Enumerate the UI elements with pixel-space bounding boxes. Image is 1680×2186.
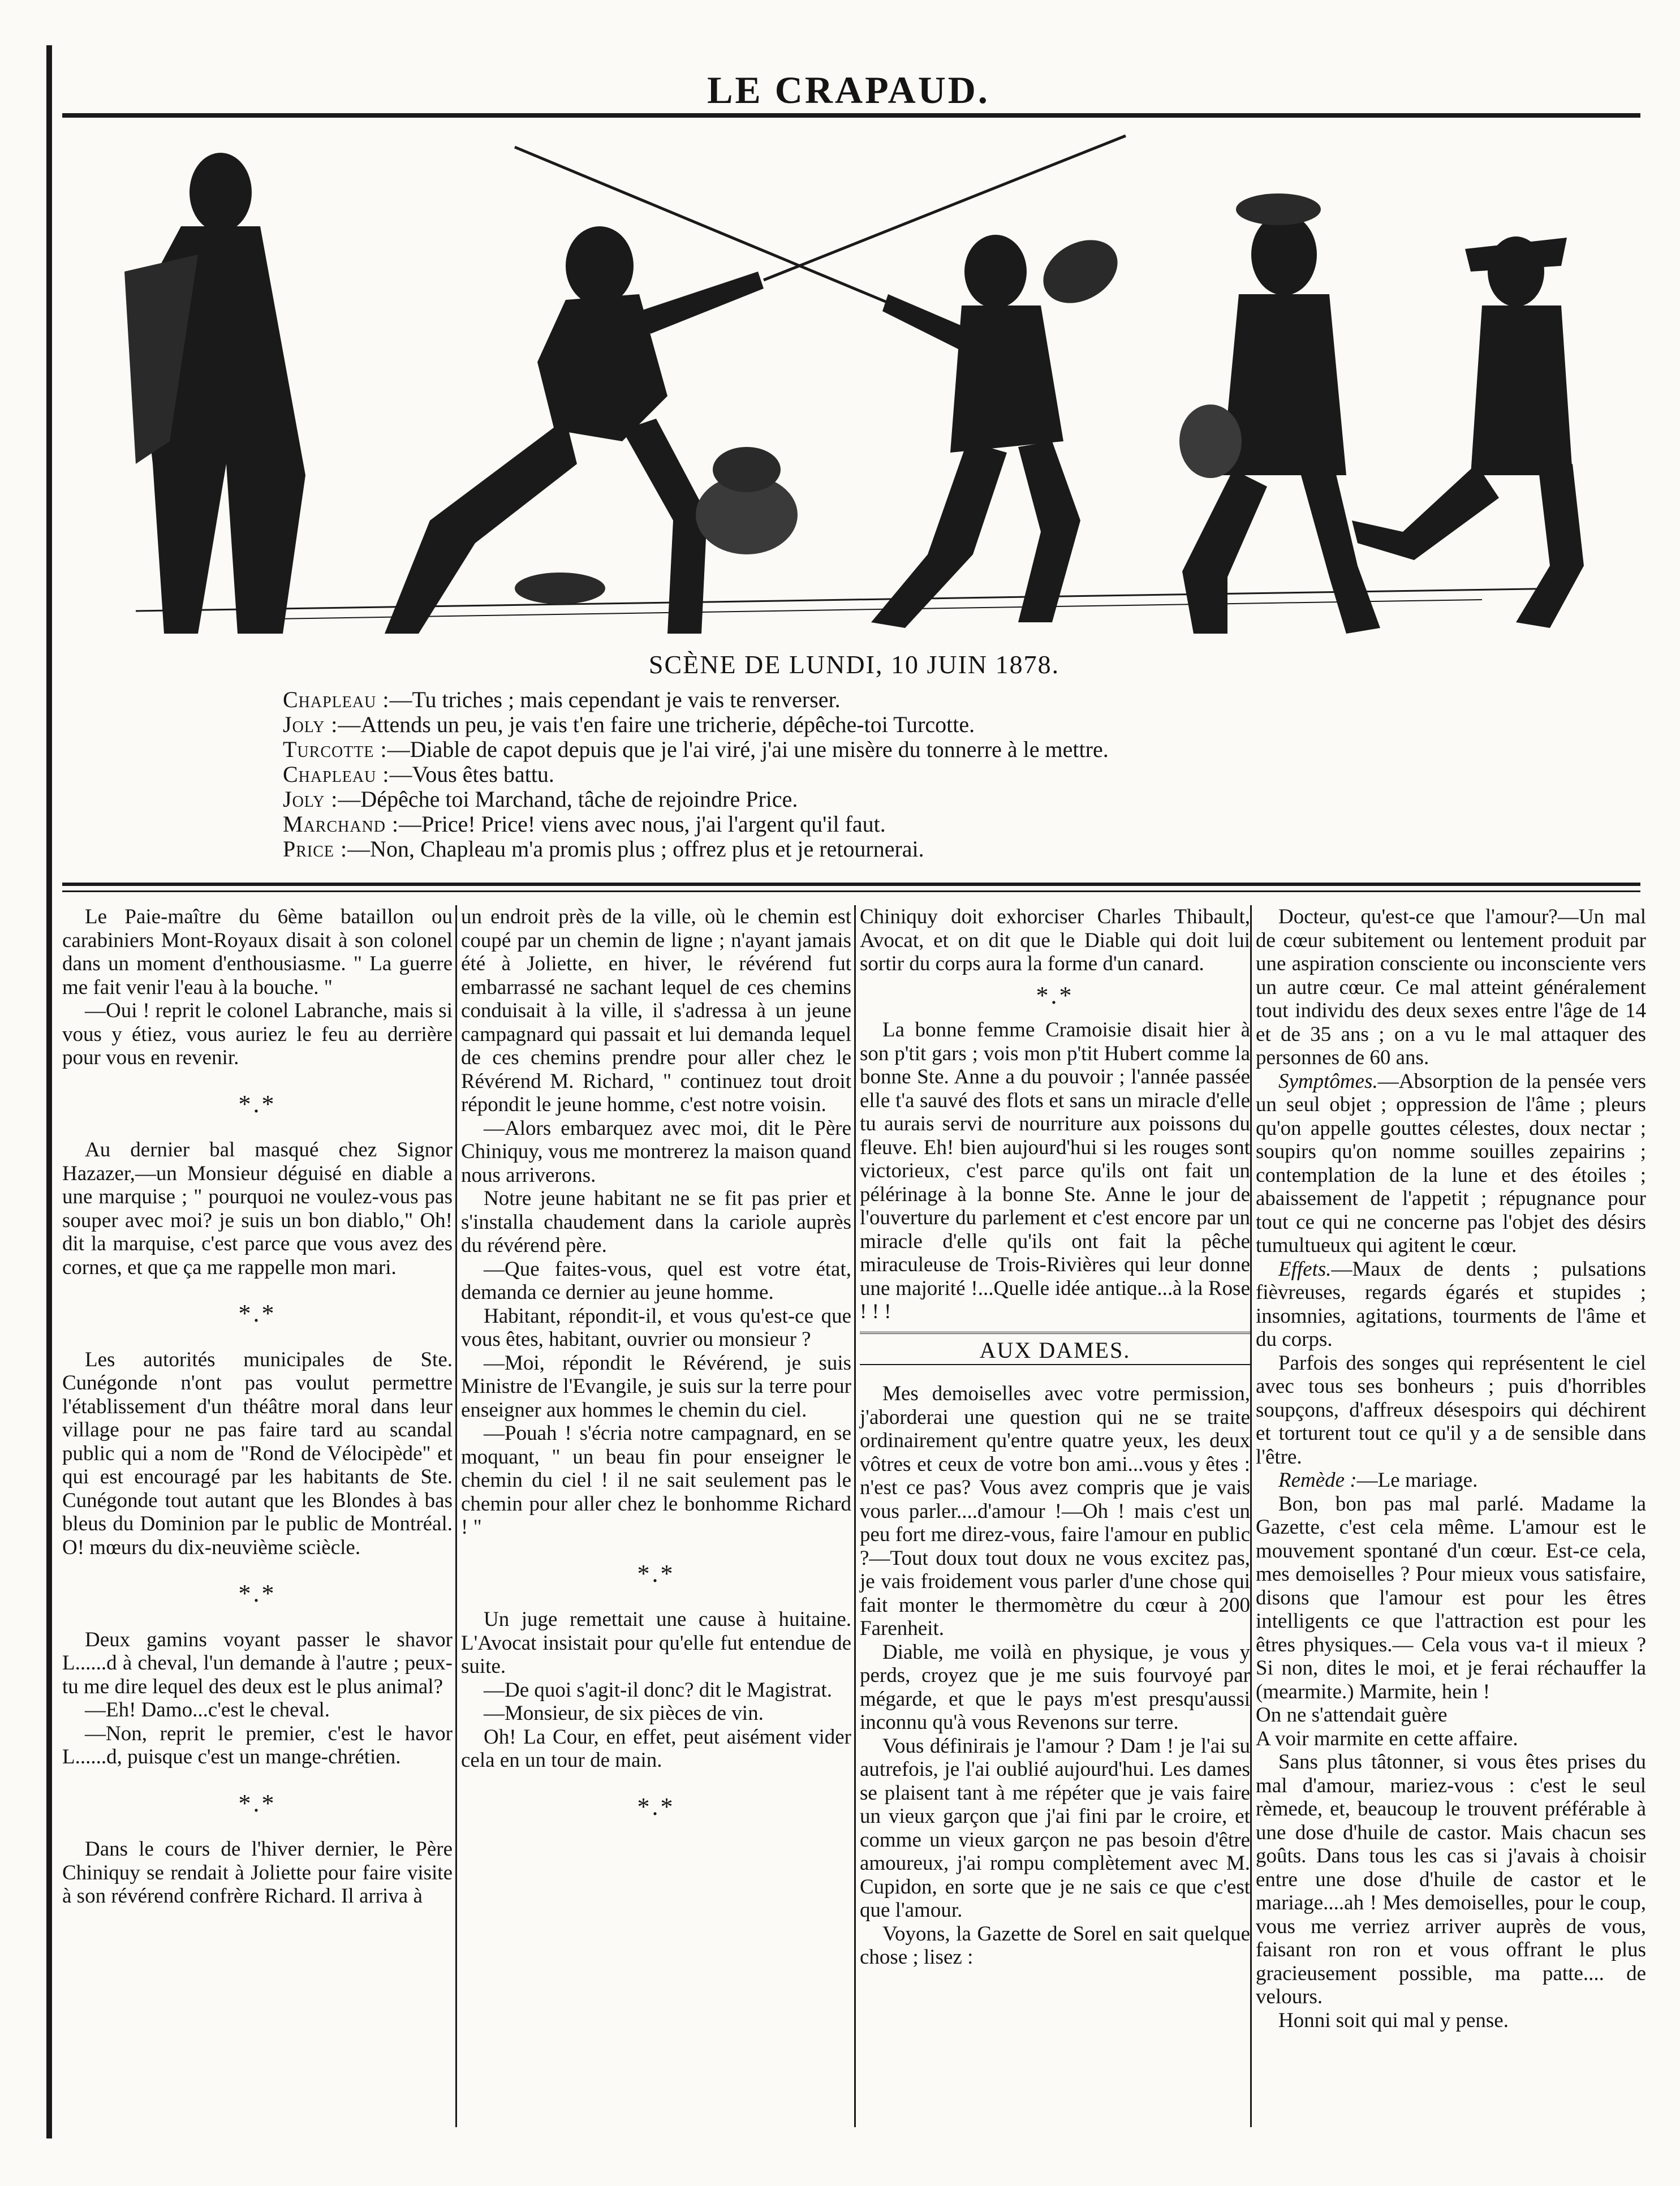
paragraph: Mes demoiselles avec votre permission, j'aborderai une question qui ne se traite ordinairement qu'entre quatre yeux, les deux vôtres et ceux de votre bon ami...vous y êtes : n'est ce pas? Vous avez compris que je vais vous parler....d'amour !—Oh ! mais c'est un peu fort me direz-vous, faire l'amour en public ?—Tout doux tout doux ne vous excitez pas, je vais froidement vous parler d'une chose qui fait monter le thermomètre du cœur à 200 Farenheit. (860, 1382, 1250, 1640)
dialogue-line (283, 837, 1640, 862)
dialogue-line (283, 762, 1640, 787)
column-rule (1250, 905, 1252, 2127)
fencing-caricature-illustration (68, 124, 1629, 634)
section-separator: *.* (238, 1299, 277, 1327)
paragraph: —Monsieur, de six pièces de vin. (484, 1702, 764, 1725)
paragraph: —Oui ! reprit le colonel Labranche, mais si vous y étiez, vous auriez le feu au derrière pour vous en revenir. (62, 999, 453, 1069)
paragraph: Parfois des songes qui représentent le ciel avec tous ses bonheurs ; puis d'horribles soupçons, d'affreux désespoirs qui déchirent et torturent tout ce qu'il y a de sensible dans l'être. (1256, 1351, 1646, 1469)
paragraph-label: Remède : (1278, 1469, 1357, 1492)
paragraph: Honni soit qui mal y pense. (1278, 2008, 1509, 2032)
dialogue-speaker: Joly : (283, 712, 338, 737)
section-divider-top (62, 883, 1640, 886)
paragraph: Docteur, qu'est-ce que l'amour?—Un mal de cœur subitement ou lentement produit par une aspiration consciente ou inconsciente vers un autre cœur. Ce mal atteint généralement tout individu des deux sexes entre l'âge de 14 et de 35 ans ; on a vu le mal attaquer des personnes de 60 ans. (1256, 905, 1646, 1069)
column-rule (455, 905, 457, 2127)
dialogue-text: —Diable de capot depuis que je l'ai viré, j'ai une misère du tonnerre à le mettre. (387, 737, 1109, 762)
dialogue-line (283, 787, 1640, 812)
paragraph: —Moi, répondit le Révérend, je suis Ministre de l'Evangile, je suis sur la terre pour enseigner aux hommes le chemin du ciel. (461, 1351, 851, 1422)
paragraph: Vous définirais je l'amour ? Dam ! je l'ai su autrefois, je l'ai oublié aujourd'hui. Les dames se plaisent tant à me répéter que je vais faire un vieux garçon que j'ai fini par le croire, et comme un vieux garçon ne pas besoin d'être amoureux, j'ai rompu complètement avec M. Cupidon, en sorte que je ne sais ce que c'est que l'amour. (860, 1734, 1250, 1922)
paragraph: Oh! La Cour, en effet, peut aisément vider cela en un tour de main. (461, 1725, 851, 1772)
section-divider-bottom (62, 890, 1640, 892)
column-1 (62, 905, 453, 1908)
paragraph-text: —Absorption de la pensée vers un seul objet ; oppression de l'âme ; pleurs qu'on appelle gouttes célestes, doux nectar ; soupirs qu'on nomme souilles zepairins ; contemplation de la lune et des étoiles ; abaissement de l'appetit ; répugnance pour tout ce qui ne concerne pas l'objet des désirs tumultueux qui agitent le cœur. (1256, 1069, 1646, 1257)
dialogue-speaker: Marchand : (283, 811, 399, 837)
dialogue-text: —Dépêche toi Marchand, tâche de rejoindre Price. (338, 786, 798, 812)
verse-line: A voir marmite en cette affaire. (1256, 1727, 1518, 1750)
scene-caption-title: SCÈNE DE LUNDI, 10 JUIN 1878. (648, 650, 1060, 679)
column-3 (860, 905, 1250, 1969)
dialogue-text: —Vous êtes battu. (389, 761, 554, 787)
paragraph: Le Paie-maître du 6ème bataillon ou carabiniers Mont-Royaux disait à son colonel dans un moment d'enthousiasme. " La guerre me fait venir l'eau à la bouche. " (62, 905, 453, 999)
paragraph: un endroit près de la ville, où le chemin est coupé par un chemin de ligne ; n'ayant jamais été à Joliette, en hiver, le révérend fut embarrassé ne sachant lequel de ces chemins conduisait à la ville, il s'adressa à un jeune campagnard qui passait et lui demanda lequel de ces chemins prendre pour aller chez le Révérend M. Richard, " continuez tout droit répondit le jeune homme, c'est notre voisin. (461, 905, 851, 1116)
paragraph-text: —Maux de dents ; pulsations fièvreuses, regards égarés et stupides ; insomnies, agitations, tourments de l'âme et du corps. (1256, 1257, 1646, 1351)
section-separator: *.* (238, 1090, 277, 1118)
dialogue-speaker: Chapleau : (283, 687, 390, 712)
dialogue-line (283, 812, 1640, 837)
paragraph: Voyons, la Gazette de Sorel en sait quelque chose ; lisez : (860, 1922, 1250, 1969)
paragraph: —Pouah ! s'écria notre campagnard, en se moquant, " un beau fin pour enseigner le chemin du ciel ! il ne sait seulement pas le chemin pour aller chez le bonhomme Richard ! " (461, 1422, 851, 1539)
paragraph: —De quoi s'agit-il donc? dit le Magistrat. (484, 1678, 833, 1702)
paragraph (1256, 1469, 1646, 1492)
paragraph: Un juge remettait une cause à huitaine. L'Avocat insistait pour qu'elle fut entendue de suite. (461, 1608, 851, 1678)
paragraph-label: Effets. (1278, 1257, 1332, 1281)
dialogue-text: —Attends un peu, je vais t'en faire une tricherie, dépêche-toi Turcotte. (338, 712, 975, 737)
section-separator: *.* (637, 1792, 675, 1821)
paragraph: —Non, reprit le premier, c'est le havor L......d, puisque c'est un mange-chrétien. (62, 1722, 453, 1768)
paragraph: Chiniquy doit exhorciser Charles Thibault, Avocat, et on dit que le Diable qui doit lui sortir du corps aura la forme d'un canard. (860, 905, 1250, 975)
masthead-rule (62, 113, 1640, 118)
scene-dialogue (283, 687, 1640, 862)
paragraph: Diable, me voilà en physique, je vous y perds, croyez que je me suis fourvoyé par mégarde, et que le pays m'est presqu'aussi inconnu qu'à vous Revenons sur terre. (860, 1640, 1250, 1734)
dialogue-line (283, 737, 1640, 762)
section-separator: *.* (637, 1559, 675, 1587)
paragraph: Sans plus tâtonner, si vous êtes prises du mal d'amour, mariez-vous : c'est le seul rèmede, et, beaucoup le trouvent préférable à une dose d'huile de castor. Mais chacun ses goûts. Dans tous les cas si j'avais à choisir entre une dose d'huile de castor et le mariage....ah ! Mes demoiselles, pour le coup, vous me verriez arriver auprès de vous, faisant ron ron et vous offrant le plus gracieusement possible, ma patte.... de velours. (1256, 1750, 1646, 2008)
dialogue-text: —Non, Chapleau m'a promis plus ; offrez plus et je retournerai. (347, 836, 924, 862)
dialogue-text: —Price! Price! viens avec nous, j'ai l'argent qu'il faut. (399, 811, 886, 837)
paragraph: Les autorités municipales de Ste. Cunégonde n'ont pas voulut permettre l'établissement d'un théâtre moral dans leur village pour ne pas faire tard au scandal public qui a nom de "Rond de Vélocipède" et qui est encouragé par les habitants de Ste. Cunégonde tout autant que les Blondes à bas bleus du Dominion par le public de Montréal. O! mœurs du dix-neuvième sciècle. (62, 1348, 453, 1559)
paragraph: —Alors embarquez avec moi, dit le Père Chiniquy, vous me montrerez la maison quand nous arriverons. (461, 1116, 851, 1187)
section-separator: *.* (1036, 981, 1074, 1009)
column-2 (461, 905, 851, 1841)
paragraph: Bon, bon pas mal parlé. Madame la Gazette, c'est cela même. L'amour est le mouvement spontané d'un cœur. Est-ce cela, mes demoiselles ? Pour mieux vous satisfaire, disons que l'amour est pour les êtres intelligents ce que l'attraction est pour les êtres physiques.— Cela vous va-t il mieux ? Si non, dites le moi, et je ferai réchauffer la (mearmite.) Marmite, hein ! (1256, 1492, 1646, 1703)
paragraph: Au dernier bal masqué chez Signor Hazazer,—un Monsieur déguisé en diable a une marquise ; " pourquoi ne voulez-vous pas souper avec moi? je suis un bon diablo," Oh! dit la marquise, c'est parce que vous avez des cornes, et que ça me rappelle mon mari. (62, 1138, 453, 1279)
paragraph-text: —Le mariage. (1356, 1469, 1478, 1492)
paragraph: Deux gamins voyant passer le shavor L......d à cheval, l'un demande à l'autre ; peux-tu me dire lequel des deux est le plus animal? (62, 1628, 453, 1698)
dialogue-text: —Tu triches ; mais cependant je vais te renverser. (389, 687, 841, 712)
paragraph: —Que faites-vous, quel est votre état, demanda ce dernier au jeune homme. (461, 1257, 851, 1304)
paragraph-label: Symptômes. (1278, 1069, 1378, 1093)
paragraph (1256, 1070, 1646, 1258)
column-rule (854, 905, 856, 2127)
page-edge-rule (46, 45, 52, 2138)
dialogue-speaker: Joly : (283, 786, 338, 812)
section-separator: *.* (238, 1789, 277, 1817)
dialogue-speaker: Turcotte : (283, 737, 387, 762)
paragraph: La bonne femme Cramoisie disait hier à son p'tit gars ; vois mon p'tit Hubert comme la bonne Ste. Anne a du pouvoir ; l'année passée elle t'a sauvé des flots et sans un miracle d'elle tu aurais servi de nourriture aux poissons du fleuve. Eh! bien aujourd'hui si les rouges sont victorieux, c'est parce qu'ils ont fait un pélérinage à la bonne Ste. Anne le jour de l'ouverture du parlement et c'est encore par un miracle d'elle qu'ils ont fait la pêche miraculeuse de Trois-Rivières qui leur donne une majorité !...Quelle idée antique...à la Rose ! ! ! (860, 1018, 1250, 1323)
dialogue-line (283, 687, 1640, 712)
paragraph: Dans le cours de l'hiver dernier, le Père Chiniquy se rendait à Joliette pour faire visite à son révérend confrère Richard. Il arriva à (62, 1838, 453, 1908)
paragraph (1256, 1258, 1646, 1352)
verse-line: On ne s'attendait guère (1256, 1703, 1448, 1727)
paragraph: Notre jeune habitant ne se fit pas prier et s'installa chaudement dans la cariole auprès du révérend père. (461, 1187, 851, 1257)
masthead-title: LE CRAPAUD. (707, 68, 990, 111)
dialogue-speaker: Chapleau : (283, 761, 390, 787)
column-4 (1256, 905, 1646, 2032)
article-heading: AUX DAMES. (860, 1332, 1250, 1366)
dialogue-line (283, 712, 1640, 737)
section-separator: *.* (238, 1580, 277, 1607)
paragraph: —Eh! Damo...c'est le cheval. (85, 1698, 330, 1722)
dialogue-speaker: Price : (283, 836, 348, 862)
paragraph: Habitant, répondit-il, et vous qu'est-ce que vous êtes, habitant, ouvrier ou monsieur ? (461, 1304, 851, 1351)
